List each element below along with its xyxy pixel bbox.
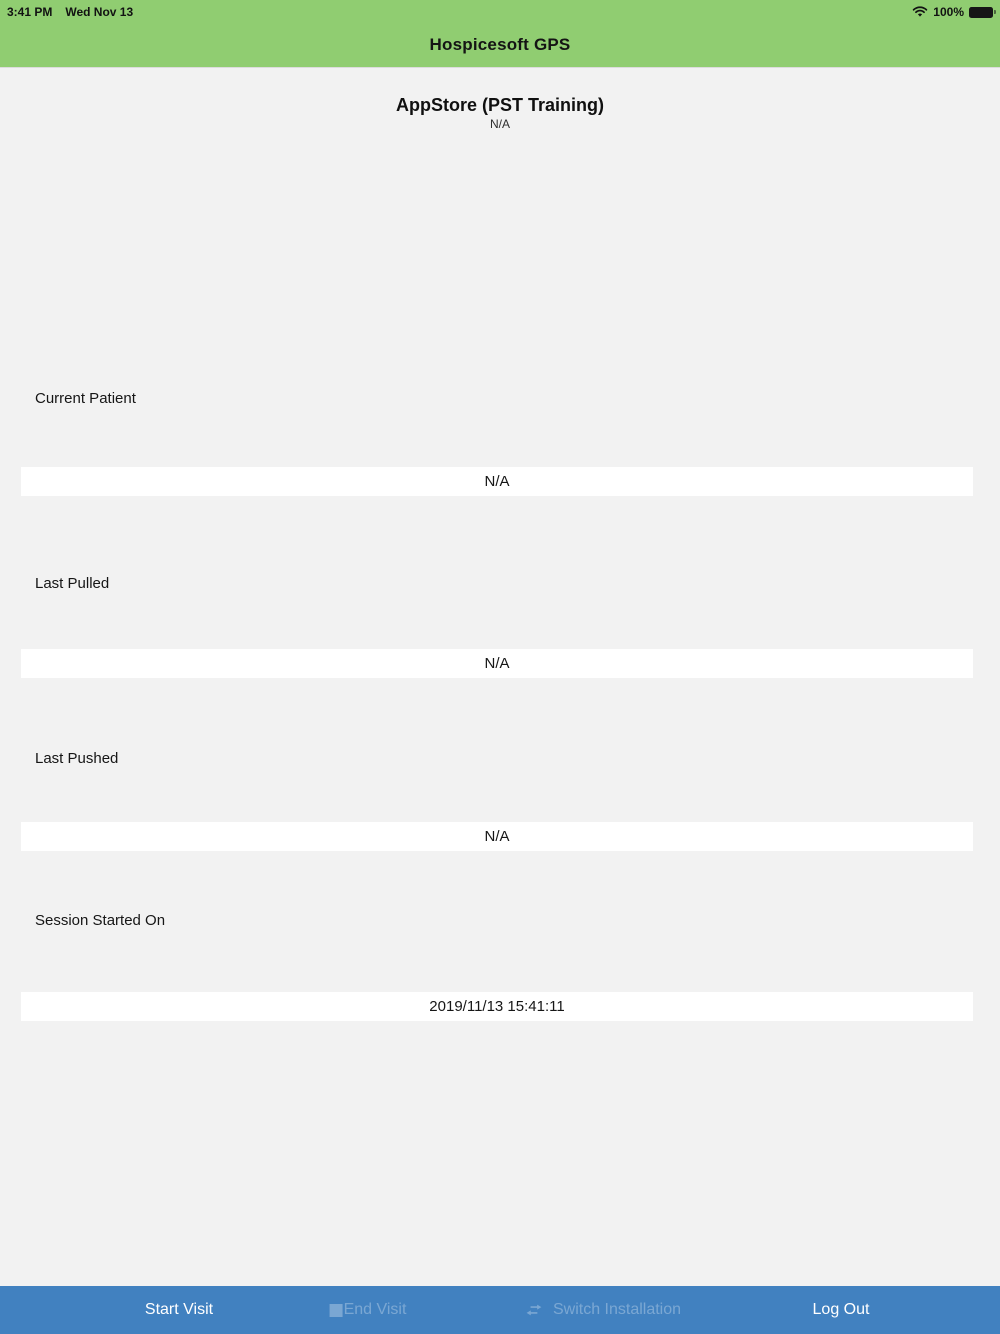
- last-pushed-label: Last Pushed: [35, 750, 119, 767]
- session-started-on-value: 2019/11/13 15:41:11: [21, 992, 973, 1021]
- installation-title: AppStore (PST Training): [395, 95, 604, 115]
- switch-installation-label: Switch Installation: [552, 1301, 682, 1318]
- switch-arrows-icon: [525, 1304, 543, 1316]
- switch-installation-button[interactable]: [525, 1286, 681, 1334]
- end-visit-button[interactable]: [330, 1286, 407, 1334]
- battery-icon: [969, 7, 993, 18]
- log-out-label: Log Out: [812, 1301, 870, 1318]
- status-bar-left: [7, 5, 133, 19]
- status-bar-right: [912, 5, 993, 19]
- status-date: Wed Nov 13: [65, 5, 134, 19]
- last-pulled-value: N/A: [21, 649, 973, 678]
- nav-bar: [0, 22, 1000, 68]
- log-out-button[interactable]: [813, 1286, 870, 1334]
- start-visit-button[interactable]: [145, 1286, 213, 1334]
- session-started-on-label: Session Started On: [35, 912, 166, 929]
- status-time: 3:41 PM: [7, 5, 53, 19]
- status-bar: [0, 0, 1000, 22]
- app-title: Hospicesoft GPS: [429, 35, 571, 54]
- end-visit-label: End Visit: [343, 1301, 407, 1318]
- current-patient-label: Current Patient: [35, 390, 136, 407]
- wifi-icon: [912, 6, 928, 18]
- last-pushed-value: N/A: [21, 822, 973, 851]
- bottom-toolbar: [0, 1286, 1000, 1334]
- header: [0, 0, 1000, 68]
- installation-subtitle: N/A: [489, 117, 510, 131]
- current-patient-value: N/A: [21, 467, 973, 496]
- last-pulled-label: Last Pulled: [35, 575, 110, 592]
- start-visit-label: Start Visit: [144, 1301, 214, 1318]
- stop-square-icon: [330, 1304, 343, 1317]
- battery-percent: 100%: [933, 5, 964, 19]
